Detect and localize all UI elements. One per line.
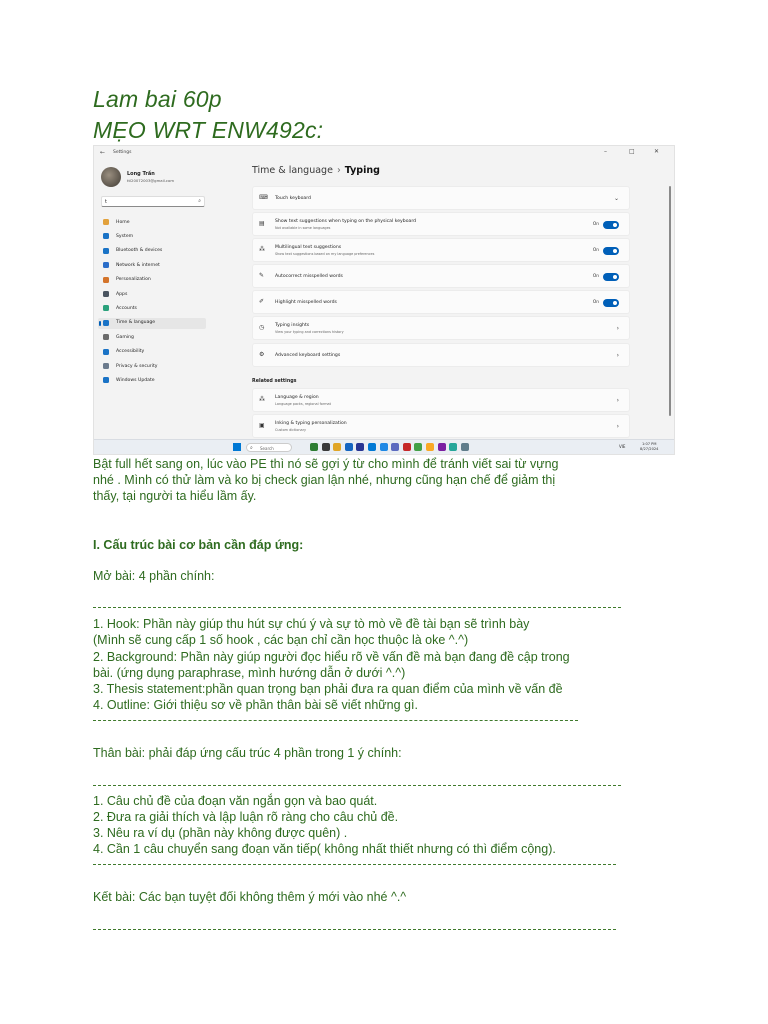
multilingual-icon: ⁂: [259, 246, 265, 253]
doc-title-2: MẸO WRT ENW492c:: [93, 117, 324, 143]
divider: [93, 785, 621, 786]
windows-start-icon[interactable]: [233, 443, 241, 451]
toggle-state: On: [592, 300, 599, 305]
avatar[interactable]: [101, 167, 121, 187]
taskbar-app-icon[interactable]: [426, 443, 434, 451]
home-icon: [103, 219, 109, 225]
setting-title: Highlight misspelled words: [275, 299, 337, 305]
sidebar-item-label: Bluetooth & devices: [116, 248, 163, 254]
toggle-state: On: [592, 248, 599, 253]
highlight-icon: ✐: [259, 298, 265, 305]
taskbar-app-icon[interactable]: [414, 443, 422, 451]
setting-subtitle: Show text suggestions based on my language preferences: [275, 251, 375, 256]
profile-email: ttl20072003@gmail.com: [127, 178, 175, 183]
sidebar-item[interactable]: [98, 361, 206, 372]
chevron-down-icon: ⌄: [613, 195, 619, 202]
setting-title: Typing insights: [275, 323, 310, 328]
thanbai-item: 1. Câu chủ đề của đoạn văn ngắn gọn và bao quát.: [93, 794, 378, 808]
toggle-switch[interactable]: [603, 273, 619, 281]
related-settings-heading: Related settings: [252, 379, 297, 384]
setting-title: Show text suggestions when typing on the physical keyboard: [275, 219, 417, 224]
related-setting-card[interactable]: [252, 388, 630, 412]
sidebar-item[interactable]: [98, 318, 206, 329]
mobai-item: 2. Background: Phần này giúp người đọc hiểu rõ về vấn đề mà bạn đang đề cập trong: [93, 650, 570, 664]
sidebar-item[interactable]: [98, 332, 206, 343]
brush-icon: [103, 277, 109, 283]
language-icon: ⁂: [259, 396, 265, 403]
sidebar-item-label: Privacy & security: [116, 363, 158, 369]
sidebar-item-label: Apps: [116, 291, 128, 297]
setting-card[interactable]: [252, 290, 630, 314]
back-arrow-icon[interactable]: ←: [100, 149, 106, 156]
person-icon: [103, 305, 109, 311]
setting-title: Inking & typing personalization: [275, 421, 347, 426]
divider: [93, 864, 616, 865]
taskbar-app-icon[interactable]: [310, 443, 318, 451]
settings-screenshot: [93, 145, 675, 455]
toggle-switch[interactable]: [603, 247, 619, 255]
setting-title: Language & region: [275, 395, 319, 400]
taskbar-app-icon[interactable]: [322, 443, 330, 451]
sidebar-item-label: Windows Update: [116, 377, 155, 383]
taskbar-app-icon[interactable]: [345, 443, 353, 451]
taskbar-app-icon[interactable]: [333, 443, 341, 451]
sidebar-item-label: Accounts: [116, 305, 137, 311]
toggle-state: On: [592, 222, 599, 227]
setting-title: Autocorrect misspelled words: [275, 273, 343, 279]
active-indicator: [99, 321, 101, 326]
insights-icon: ◷: [259, 324, 265, 331]
taskbar-search-placeholder: Search: [260, 445, 274, 451]
taskbar-app-icon[interactable]: [449, 443, 457, 451]
mobai-item: (Mình sẽ cung cấp 1 số hook , các bạn chỉ cần học thuộc là oke ^.^): [93, 633, 469, 647]
clock[interactable]: [640, 442, 658, 452]
taskbar-app-icon[interactable]: [438, 443, 446, 451]
autocorrect-icon: ✎: [259, 272, 265, 279]
toggle-switch[interactable]: [603, 299, 619, 307]
settings-search-input[interactable]: [101, 196, 205, 207]
sidebar-item[interactable]: [98, 347, 206, 358]
setting-subtitle: Custom dictionary: [275, 427, 306, 432]
update-icon: [103, 377, 109, 383]
ketbai-label: Kết bài: Các bạn tuyệt đối không thêm ý mới vào nhé ^.^: [93, 890, 407, 904]
toggle-switch[interactable]: [603, 221, 619, 229]
sidebar-item[interactable]: [98, 303, 206, 314]
scrollbar[interactable]: [669, 186, 671, 416]
thanbai-label: Thân bài: phải đáp ứng cấu trúc 4 phần trong 1 ý chính:: [93, 746, 402, 760]
breadcrumb: [252, 165, 380, 176]
window-app-name: Settings: [113, 150, 132, 155]
sidebar-item-label: System: [116, 233, 134, 239]
divider: [93, 720, 578, 721]
search-icon: ⌕: [250, 444, 253, 451]
mobai-item: bài. (ứng dụng paraphrase, mình hướng dẫn ở dưới ^.^): [93, 666, 406, 680]
mobai-label: Mở bài: 4 phần chính:: [93, 569, 215, 583]
maximize-icon[interactable]: □: [629, 148, 635, 155]
related-setting-card[interactable]: [252, 414, 630, 438]
suggestions-icon: ▤: [259, 220, 265, 227]
setting-title: Touch keyboard: [275, 195, 311, 201]
clock-date: 8/27/2024: [640, 447, 659, 451]
page-title: Typing: [344, 165, 380, 176]
thanbai-item: 4. Cần 1 câu chuyển sang đoạn văn tiếp( không nhất thiết nhưng có thì điểm cộng).: [93, 842, 556, 856]
sidebar-item-label: Home: [116, 219, 130, 225]
divider: [93, 929, 616, 930]
search-value: t: [105, 199, 107, 205]
intro-line-2: nhé . Mình có thử làm và ko bị check gian lận nhé, nhưng cũng hạn chế để giảm thị: [93, 473, 556, 487]
minimize-icon[interactable]: –: [604, 148, 607, 155]
sidebar-item[interactable]: [98, 375, 206, 386]
taskbar-app-icon[interactable]: [461, 443, 469, 451]
intro-line-3: thấy, tại người ta hiểu lầm ấy.: [93, 489, 257, 503]
taskbar-search[interactable]: [246, 443, 292, 452]
sidebar-item-label: Accessibility: [116, 349, 145, 355]
wifi-icon: [103, 262, 109, 268]
language-indicator[interactable]: VIE: [619, 444, 626, 449]
chevron-right-icon: ›: [616, 397, 619, 404]
setting-subtitle: View your typing and corrections history: [275, 329, 344, 334]
breadcrumb-separator: ›: [336, 165, 341, 176]
search-icon: ⌕: [198, 198, 201, 204]
inking-icon: ▣: [259, 422, 265, 429]
bluetooth-icon: [103, 248, 109, 254]
setting-subtitle: Language packs, regional format: [275, 401, 331, 406]
close-icon[interactable]: ✕: [654, 148, 660, 155]
mobai-item: 4. Outline: Giới thiệu sơ về phần thân bài sẽ viết những gì.: [93, 698, 418, 712]
chevron-right-icon: ›: [616, 423, 619, 430]
setting-subtitle: Not available in some languages: [275, 225, 331, 230]
gamepad-icon: [103, 334, 109, 340]
shield-icon: [103, 363, 109, 369]
sidebar-item-label: Network & internet: [116, 262, 160, 268]
mobai-item: 3. Thesis statement:phần quan trọng bạn phải đưa ra quan điểm của mình về vấn đề: [93, 682, 563, 696]
setting-card[interactable]: [252, 238, 630, 262]
setting-title: Multilingual text suggestions: [275, 245, 342, 250]
thanbai-item: 3. Nêu ra ví dụ (phần này không được quên) .: [93, 826, 348, 840]
taskbar-app-icon[interactable]: [380, 443, 388, 451]
setting-card[interactable]: [252, 212, 630, 236]
accessibility-icon: [103, 349, 109, 355]
gear-icon: ⚙: [259, 351, 265, 358]
sidebar-item[interactable]: [98, 289, 206, 300]
sidebar-item-label: Personalization: [116, 277, 151, 283]
breadcrumb-parent[interactable]: Time & language: [252, 165, 333, 176]
setting-card[interactable]: [252, 186, 630, 210]
setting-card[interactable]: [252, 343, 630, 367]
taskbar-app-icon[interactable]: [368, 443, 376, 451]
setting-title: Advanced keyboard settings: [275, 352, 341, 358]
doc-title-1: Lam bai 60p: [93, 86, 222, 112]
profile-name: Long Trần: [127, 171, 155, 177]
section-heading: I. Cấu trúc bài cơ bản cần đáp ứng:: [93, 538, 304, 552]
monitor-icon: [103, 233, 109, 239]
sidebar-item[interactable]: [98, 231, 206, 242]
keyboard-icon: ⌨: [259, 194, 268, 201]
taskbar: [94, 439, 674, 454]
chevron-right-icon: ›: [616, 352, 619, 359]
toggle-state: On: [592, 274, 599, 279]
sidebar-item-label: Time & language: [116, 320, 156, 326]
setting-card[interactable]: [252, 316, 630, 340]
taskbar-app-icon[interactable]: [356, 443, 364, 451]
sidebar-item[interactable]: [98, 217, 206, 228]
clock-globe-icon: [103, 320, 109, 326]
divider: [93, 607, 621, 608]
window-titlebar: [94, 146, 674, 160]
mobai-item: 1. Hook: Phần này giúp thu hút sự chú ý và sự tò mò về đề tài bạn sẽ trình bày: [93, 617, 530, 631]
setting-card[interactable]: [252, 264, 630, 288]
apps-icon: [103, 291, 109, 297]
taskbar-app-icon[interactable]: [391, 443, 399, 451]
sidebar-item-label: Gaming: [116, 334, 134, 340]
thanbai-item: 2. Đưa ra giải thích và lập luận rõ ràng cho câu chủ đề.: [93, 810, 399, 824]
clock-time: 1:07 PM: [641, 442, 657, 446]
sidebar-item[interactable]: [98, 275, 206, 286]
chevron-right-icon: ›: [616, 325, 619, 332]
sidebar-item[interactable]: [98, 246, 206, 257]
intro-line-1: Bật full hết sang on, lúc vào PE thì nó sẽ gợi ý từ cho mình để tránh viết sai từ vựng: [93, 457, 559, 471]
taskbar-app-icon[interactable]: [403, 443, 411, 451]
sidebar-item[interactable]: [98, 260, 206, 271]
